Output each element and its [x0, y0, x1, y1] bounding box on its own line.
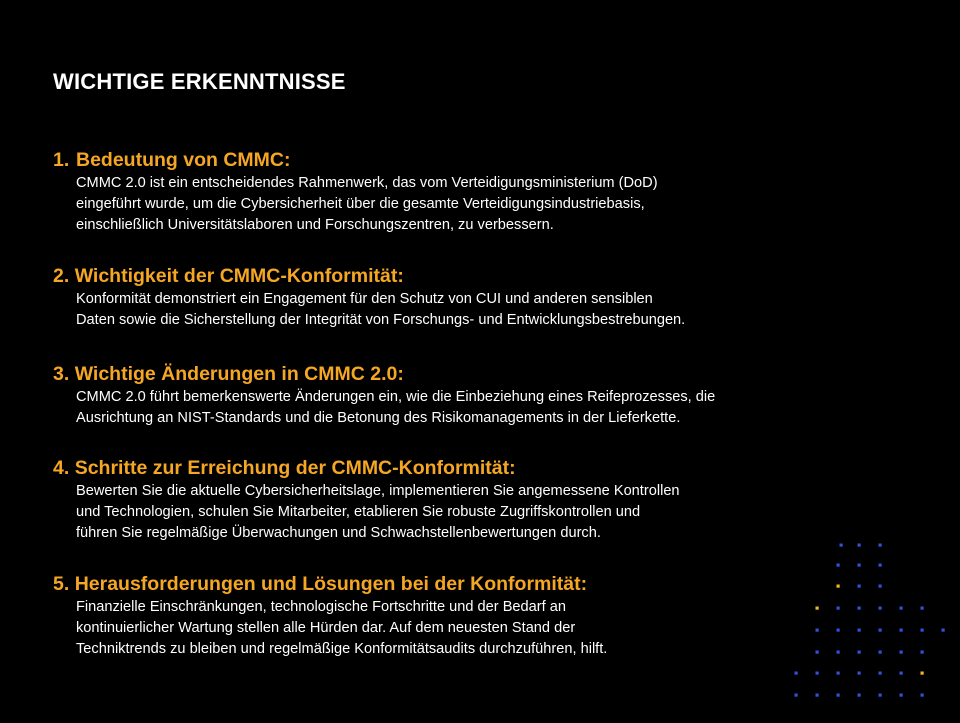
takeaway-line: führen Sie regelmäßige Überwachungen und Schwachstellenbewertungen durch. — [76, 525, 601, 541]
takeaway-heading-1 — [53, 148, 913, 172]
takeaway-line: Bewerten Sie die aktuelle Cybersicherheitslage, implementieren Sie angemessene Kontrollen — [76, 483, 680, 499]
takeaway-title-2: Wichtigkeit der CMMC-Konformität: — [74, 265, 404, 287]
takeaway-body-5 — [76, 597, 913, 660]
decorative-dot — [795, 694, 798, 697]
takeaway-line: und Technologien, schulen Sie Mitarbeiter, etablieren Sie robuste Zugriffskontrollen und — [76, 504, 641, 520]
takeaway-title-5: Herausforderungen und Lösungen bei der Konformität: — [74, 573, 588, 595]
decorative-dot — [816, 672, 819, 675]
takeaway-number-4: 4. — [53, 457, 70, 479]
takeaway-item-3 — [53, 362, 913, 429]
takeaway-line: Konformität demonstriert ein Engagement für den Schutz von CUI und anderen sensiblen — [76, 291, 653, 307]
decorative-dot — [921, 694, 924, 697]
decorative-dot — [879, 564, 882, 567]
decorative-dot — [858, 694, 861, 697]
takeaway-body-1 — [76, 173, 913, 236]
takeaway-heading-2 — [53, 264, 913, 288]
takeaway-line: Daten sowie die Sicherstellung der Integrität von Forschungs- und Entwicklungsbestrebungen. — [76, 312, 686, 328]
takeaway-item-4 — [53, 456, 913, 544]
takeaway-item-2 — [53, 264, 913, 331]
takeaway-heading-3 — [53, 362, 913, 386]
takeaway-line: Finanzielle Einschränkungen, technologische Fortschritte und der Bedarf an — [76, 599, 566, 615]
takeaway-body-2 — [76, 289, 913, 331]
takeaway-body-3 — [76, 387, 913, 429]
decorative-dot — [900, 672, 903, 675]
decorative-dot — [921, 651, 924, 654]
takeaway-line: CMMC 2.0 führt bemerkenswerte Änderungen ein, wie die Einbeziehung eines Reifeprozesses, die — [76, 389, 716, 405]
takeaway-number-5: 5. — [53, 573, 70, 595]
takeaway-line: einschließlich Universitätslaboren und Forschungszentren, zu verbessern. — [76, 217, 554, 233]
takeaway-title-4: Schritte zur Erreichung der CMMC-Konformität: — [74, 457, 516, 479]
takeaway-line: Techniktrends zu bleiben und regelmäßige Konformitätsaudits durchzuführen, hilft. — [76, 641, 608, 657]
takeaway-line: kontinuierlicher Wartung stellen alle Hürden dar. Auf dem neuesten Stand der — [76, 620, 576, 636]
takeaway-title-1: Bedeutung von CMMC: — [76, 149, 291, 171]
decorative-dot — [921, 607, 924, 610]
takeaway-heading-4 — [53, 456, 913, 480]
decorative-dot — [858, 564, 861, 567]
decorative-dot — [837, 672, 840, 675]
decorative-dot — [921, 629, 924, 632]
page-title: WICHTIGE ERKENNTNISSE — [53, 69, 346, 94]
decorative-dot — [837, 694, 840, 697]
decorative-dot — [795, 672, 798, 675]
decorative-dot — [879, 694, 882, 697]
takeaway-item-1 — [53, 148, 913, 236]
takeaway-line: eingeführt wurde, um die Cybersicherheit über die gesamte Verteidigungsindustriebasis, — [76, 196, 645, 212]
takeaway-heading-5 — [53, 572, 913, 596]
decorative-dot — [879, 672, 882, 675]
takeaway-body-4 — [76, 481, 913, 544]
decorative-dot — [921, 672, 924, 675]
takeaway-number-1: 1. — [53, 149, 70, 171]
decorative-dot — [900, 694, 903, 697]
takeaway-line: CMMC 2.0 ist ein entscheidendes Rahmenwerk, das vom Verteidigungsministerium (DoD) — [76, 175, 658, 191]
takeaway-line: Ausrichtung an NIST-Standards und die Betonung des Risikomanagements in der Lieferkette. — [76, 410, 681, 426]
takeaway-number-2: 2. — [53, 265, 70, 287]
takeaway-title-3: Wichtige Änderungen in CMMC 2.0: — [74, 363, 404, 385]
decorative-dot — [858, 672, 861, 675]
takeaway-item-5 — [53, 572, 913, 660]
decorative-dot — [837, 564, 840, 567]
decorative-dot — [942, 629, 945, 632]
takeaway-number-3: 3. — [53, 363, 70, 385]
decorative-dot — [816, 694, 819, 697]
